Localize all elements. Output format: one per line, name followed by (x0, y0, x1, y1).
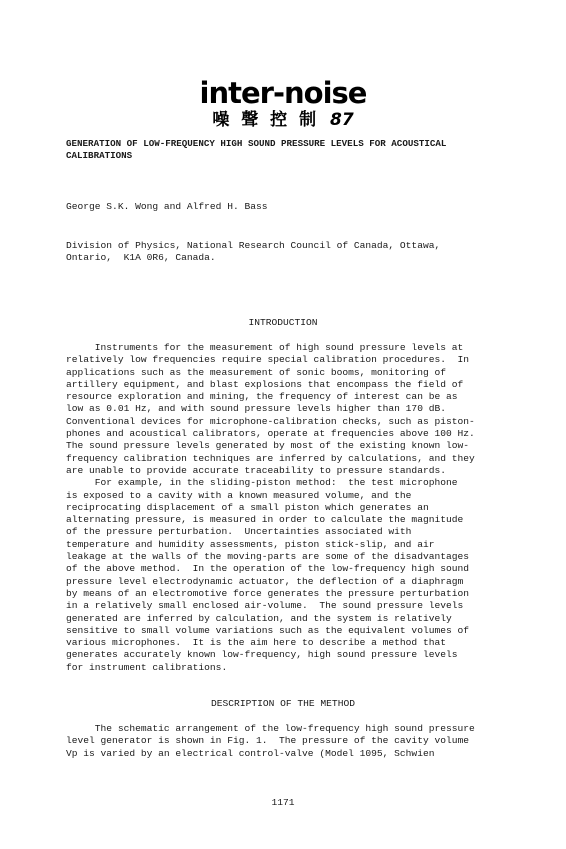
section-heading-introduction: INTRODUCTION (248, 317, 318, 328)
logo-year: 87 (330, 110, 354, 130)
page-number: 1171 (271, 797, 295, 808)
affiliation: Division of Physics, National Research Council of Canada, Ottawa, Ontario, K1A 0R6, Canada. (66, 240, 441, 264)
logo-subtitle (0, 109, 566, 131)
authors: George S.K. Wong and Alfred H. Bass (66, 201, 268, 212)
paper-title: GENERATION OF LOW-FREQUENCY HIGH SOUND PRESSURE LEVELS FOR ACOUSTICAL CALIBRATIONS (66, 138, 447, 161)
introduction-body: Instruments for the measurement of high sound pressure levels at relatively low frequencies require special calibration procedures. In applications such as the measurement of sonic booms, monitoring of artillery equipment, and blast explosions that encompass the field of resource exploration and mining, the frequency of interest can be as low as 0.01 Hz, and with sound pressure levels higher than 170 dB. Conventional devices for microphone-calibration checks, such as piston- phones and acoustical calibrators, operate at frequencies above 100 Hz. The sound pressure levels generated by most of the existing known low- frequency calibration techniques are inferred by calculations, and they are unable to provide accurate traceability to pressure standards. For example, in the sliding-piston method: the test microphone is exposed to a cavity with a known measured volume, and the reciprocating displacement of a small piston which generates an alternating pressure, is measured in order to calculate the magnitude of the pressure perturbation. Uncertainties associated with temperature and humidity assessments, piston stick-slip, and air leakage at the walls of the moving-parts are some of the disadvantages of the above method. In the operation of the low-frequency high sound pressure level electrodynamic actuator, the deflection of a diaphragm by means of an electromotive force generates the pressure perturbation in a relatively small enclosed air-volume. The sound pressure levels generated are inferred by calculation, and the system is relatively sensitive to small volume variations such as the equivalent volumes of various microphones. It is the aim here to describe a method that generates accurately known low-frequency, high sound pressure levels for instrument calibrations. (66, 342, 475, 673)
section-heading-method: DESCRIPTION OF THE METHOD (211, 698, 355, 709)
logo-name: inter-noise (199, 76, 367, 110)
conference-logo (0, 78, 566, 131)
method-body: The schematic arrangement of the low-frequency high sound pressure level generator is shown in Fig. 1. The pressure of the cavity volume Vp is varied by an electrical control-valve (Model 1095, Schwien (66, 723, 475, 759)
logo-chinese: 噪 聲 控 制 (212, 110, 320, 130)
